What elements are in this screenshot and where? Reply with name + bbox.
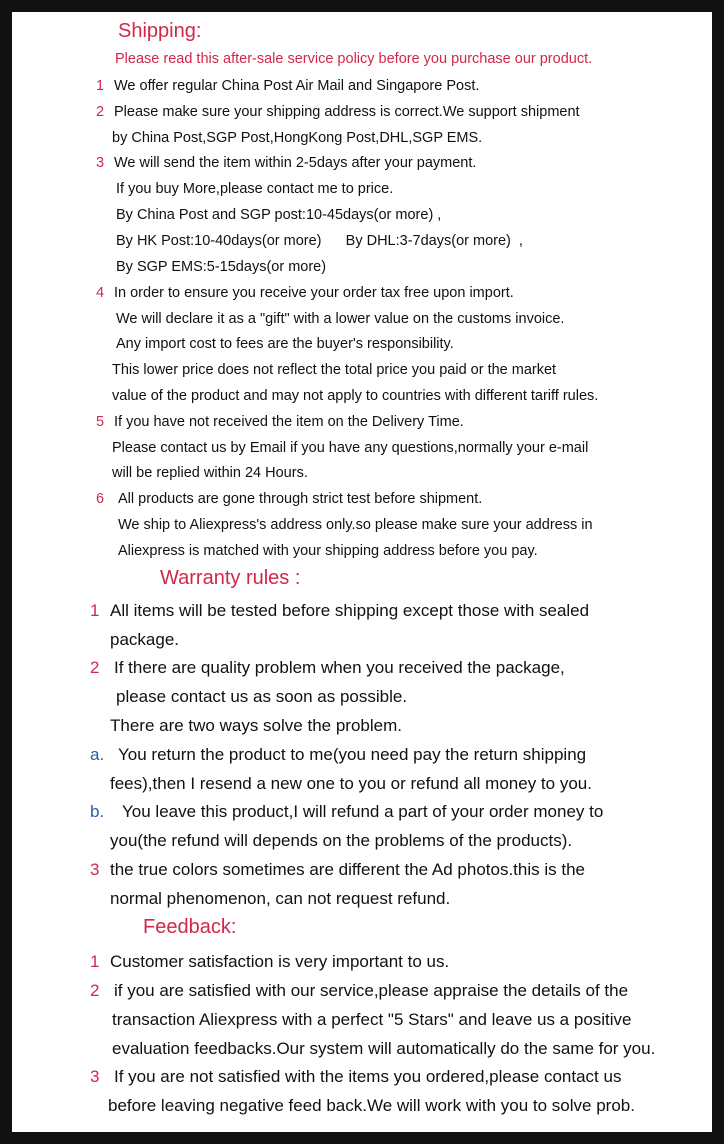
feedback-item-3-line-2: before leaving negative feed back.We will work with you to solve prob. — [108, 1096, 635, 1115]
feedback-item-1-number: 1 — [90, 952, 100, 971]
shipping-item-4-line-4: This lower price does not reflect the total price you paid or the market — [112, 362, 557, 378]
shipping-item-5-line-1: If you have not received the item on the Delivery Time. — [114, 414, 464, 430]
shipping-item-3-line-4: By HK Post:10-40days(or more) By DHL:3-7days(or more) , — [116, 233, 523, 249]
feedback-item-2-number: 2 — [90, 981, 100, 1000]
warranty-option-a-line-2: fees),then I resend a new one to you or refund all money to you. — [110, 774, 592, 793]
shipping-item-4-line-5: value of the product and may not apply to countries with different tariff rules. — [112, 388, 599, 404]
warranty-item-1-line-1: All items will be tested before shipping except those with sealed — [110, 601, 590, 620]
shipping-item-2-number: 2 — [96, 104, 105, 120]
warranty-item-3-line-2: normal phenomenon, can not request refund. — [110, 889, 451, 908]
warranty-item-2-line-1: If there are quality problem when you received the package, — [114, 658, 565, 677]
warranty-item-3-line-1: the true colors sometimes are different the Ad photos.this is the — [110, 860, 585, 879]
feedback-item-2-line-1: if you are satisfied with our service,please appraise the details of the — [114, 981, 629, 1000]
shipping-item-6-number: 6 — [96, 491, 105, 507]
feedback-item-3-number: 3 — [90, 1067, 100, 1086]
feedback-item-1-line-1: Customer satisfaction is very important to us. — [110, 952, 450, 971]
warranty-item-2-number: 2 — [90, 658, 100, 677]
shipping-item-5-number: 5 — [96, 414, 105, 430]
shipping-item-3-line-2: If you buy More,please contact me to price. — [116, 181, 394, 197]
feedback-heading: Feedback: — [143, 916, 237, 938]
shipping-item-2-line-1: Please make sure your shipping address is correct.We support shipment — [114, 104, 580, 120]
warranty-item-1-line-2: package. — [110, 630, 179, 649]
shipping-item-3-line-3: By China Post and SGP post:10-45days(or more) , — [116, 207, 442, 223]
shipping-item-5-line-2: Please contact us by Email if you have any questions,normally your e-mail — [112, 440, 589, 456]
shipping-item-5-line-3: will be replied within 24 Hours. — [112, 465, 308, 481]
shipping-item-4-number: 4 — [96, 285, 105, 301]
shipping-item-1-number: 1 — [96, 78, 105, 94]
shipping-item-3-number: 3 — [96, 155, 105, 171]
warranty-option-a-line-1: You return the product to me(you need pay the return shipping — [118, 745, 587, 764]
feedback-item-2-line-2: transaction Aliexpress with a perfect "5 Stars" and leave us a positive — [112, 1010, 632, 1029]
warranty-option-b-line-1: You leave this product,I will refund a part of your order money to — [122, 802, 604, 821]
feedback-item-3-line-1: If you are not satisfied with the items you ordered,please contact us — [114, 1067, 622, 1086]
feedback-item-2-line-3: evaluation feedbacks.Our system will automatically do the same for you. — [112, 1039, 656, 1058]
warranty-item-2-line-2: please contact us as soon as possible. — [116, 687, 408, 706]
shipping-item-6-line-1: All products are gone through strict test before shipment. — [118, 491, 483, 507]
shipping-item-2-line-2: by China Post,SGP Post,HongKong Post,DHL,SGP EMS. — [112, 130, 483, 146]
warranty-item-3-number: 3 — [90, 860, 100, 879]
warranty-heading: Warranty rules : — [160, 567, 301, 589]
warranty-option-b-line-2: you(the refund will depends on the problems of the products). — [110, 831, 573, 850]
warranty-item-2-line-3: There are two ways solve the problem. — [110, 716, 402, 735]
warranty-option-b-marker: b. — [90, 802, 105, 821]
shipping-item-4-line-3: Any import cost to fees are the buyer's responsibility. — [116, 336, 454, 352]
warranty-option-a-marker: a. — [90, 745, 105, 764]
shipping-item-3-line-1: We will send the item within 2-5days after your payment. — [114, 155, 477, 171]
shipping-item-6-line-2: We ship to Aliexpress's address only.so please make sure your address in — [118, 517, 593, 533]
shipping-item-4-line-2: We will declare it as a "gift" with a lower value on the customs invoice. — [116, 311, 565, 327]
shipping-item-4-line-1: In order to ensure you receive your order tax free upon import. — [114, 285, 514, 301]
warranty-item-1-number: 1 — [90, 601, 100, 620]
shipping-item-3-line-5: By SGP EMS:5-15days(or more) — [116, 259, 327, 275]
shipping-notice: Please read this after-sale service policy before you purchase our product. — [115, 51, 593, 67]
shipping-item-6-line-3: Aliexpress is matched with your shipping address before you pay. — [118, 543, 538, 559]
shipping-heading: Shipping: — [118, 20, 202, 42]
shipping-item-1-line-1: We offer regular China Post Air Mail and Singapore Post. — [114, 78, 480, 94]
